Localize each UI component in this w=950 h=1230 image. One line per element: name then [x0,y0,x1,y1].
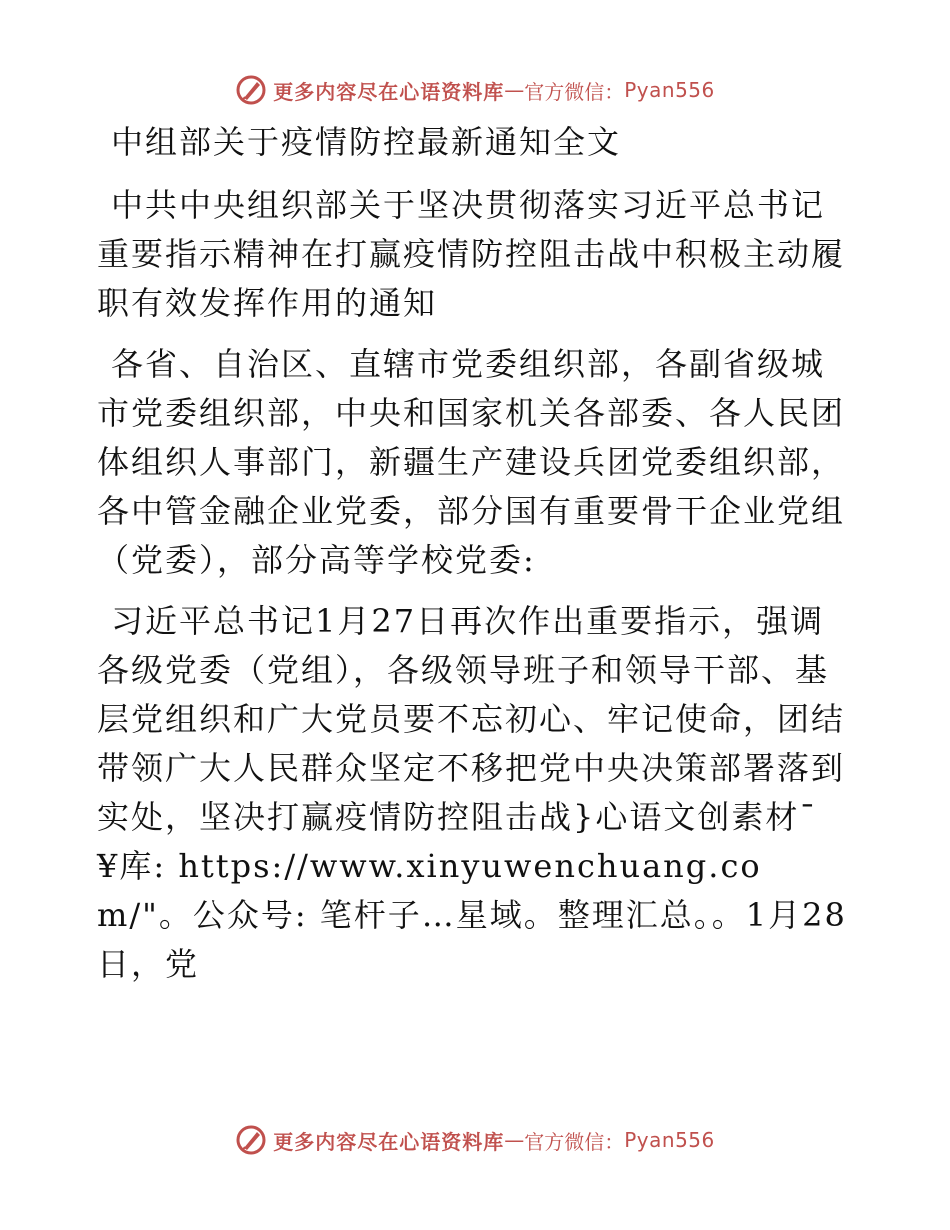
watermark-account-label: 官方微信： [524,79,625,104]
watermark-separator: — [504,1128,525,1152]
document-body [97,118,857,1001]
watermark-account-id: Pyan556 [624,1128,715,1152]
document-paragraph: 习近平总书记1月27日再次作出重要指示，强调各级党委（党组），各级领导班子和领导干部、基层党组织和广大党员要不忘初心、牢记使命，团结带领广大人民群众坚定不移把党中央决策部署落到实处，坚决打赢疫情防控阻击战}心语文创素材¯¥库: https://www.xinyuwenchuang.com/"。公众号: 笔杆子…星域。整理汇总。。1月28日，党 [97,602,847,983]
quill-logo-icon [235,74,267,106]
footer-watermark [0,1120,950,1160]
watermark-slogan: 更多内容尽在心语资料库 [273,79,505,104]
document-title: 中组部关于疫情防控最新通知全文 [111,123,622,161]
document-paragraph: 中共中央组织部关于坚决贯彻落实习近平总书记重要指示精神在打赢疫情防控阻击战中积极主动履职有效发挥作用的通知 [97,186,846,322]
watermark-slogan: 更多内容尽在心语资料库 [273,1129,505,1154]
watermark-account-label: 官方微信： [524,1129,625,1154]
watermark-separator: — [504,78,525,102]
document-paragraph: 各省、自治区、直辖市党委组织部，各副省级城市党委组织部，中央和国家机关各部委、各人民团体组织人事部门，新疆生产建设兵团党委组织部，各中管金融企业党委，部分国有重要骨干企业党组（党委），部分高等学校党委: [97,345,846,579]
header-watermark [0,70,950,110]
watermark-account-id: Pyan556 [624,78,715,102]
quill-logo-icon [235,1124,267,1156]
